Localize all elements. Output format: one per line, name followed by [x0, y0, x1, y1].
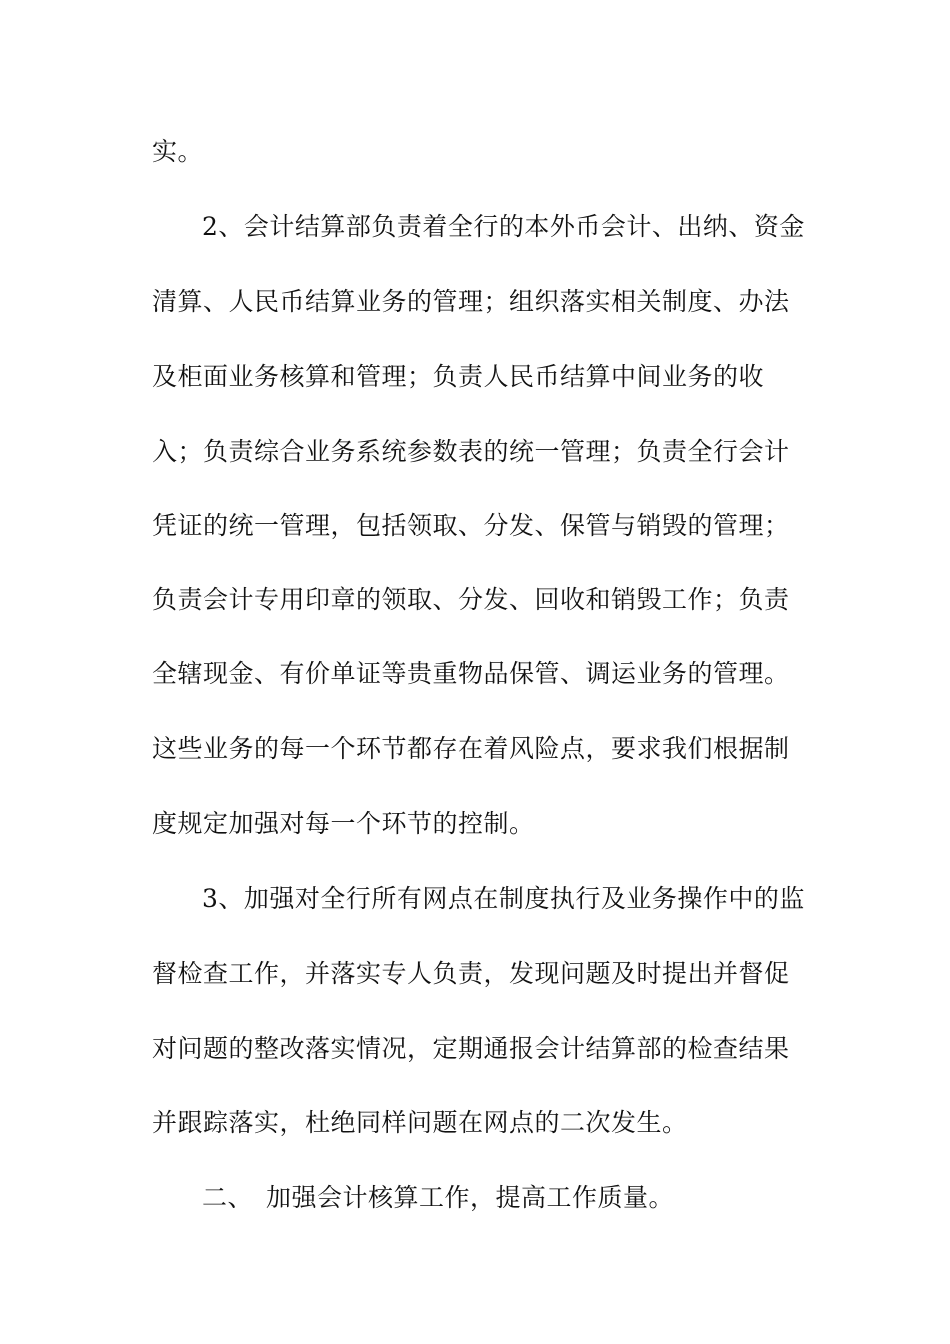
section-heading: [202, 1183, 674, 1213]
paragraph-line: 这些业务的每一个环节都存在着风险点，要求我们根据制: [152, 734, 790, 763]
section-number: 二、: [202, 1183, 254, 1212]
paragraph-line: 3、加强对全行所有网点在制度执行及业务操作中的监: [202, 884, 805, 913]
paragraph-line: 及柜面业务核算和管理；负责人民币结算中间业务的收: [152, 362, 765, 391]
paragraph-line: 督检查工作，并落实专人负责，发现问题及时提出并督促: [152, 959, 790, 988]
paragraph-line: 度规定加强对每一个环节的控制。: [152, 809, 535, 838]
paragraph-line: 2、会计结算部负责着全行的本外币会计、出纳、资金: [202, 212, 805, 241]
paragraph-line: 并跟踪落实，杜绝同样问题在网点的二次发生。: [152, 1108, 688, 1137]
paragraph-line: 负责会计专用印章的领取、分发、回收和销毁工作；负责: [152, 585, 790, 614]
paragraph-line: 对问题的整改落实情况，定期通报会计结算部的检查结果: [152, 1034, 790, 1063]
paragraph-line: 清算、人民币结算业务的管理；组织落实相关制度、办法: [152, 287, 790, 316]
paragraph-line: 全辖现金、有价单证等贵重物品保管、调运业务的管理。: [152, 659, 790, 688]
paragraph-line: 入；负责综合业务系统参数表的统一管理；负责全行会计: [152, 437, 790, 466]
paragraph-line: 实。: [152, 137, 204, 166]
section-heading-text: 加强会计核算工作，提高工作质量。: [266, 1183, 675, 1212]
paragraph-line: 凭证的统一管理，包括领取、分发、保管与销毁的管理；: [152, 511, 790, 540]
